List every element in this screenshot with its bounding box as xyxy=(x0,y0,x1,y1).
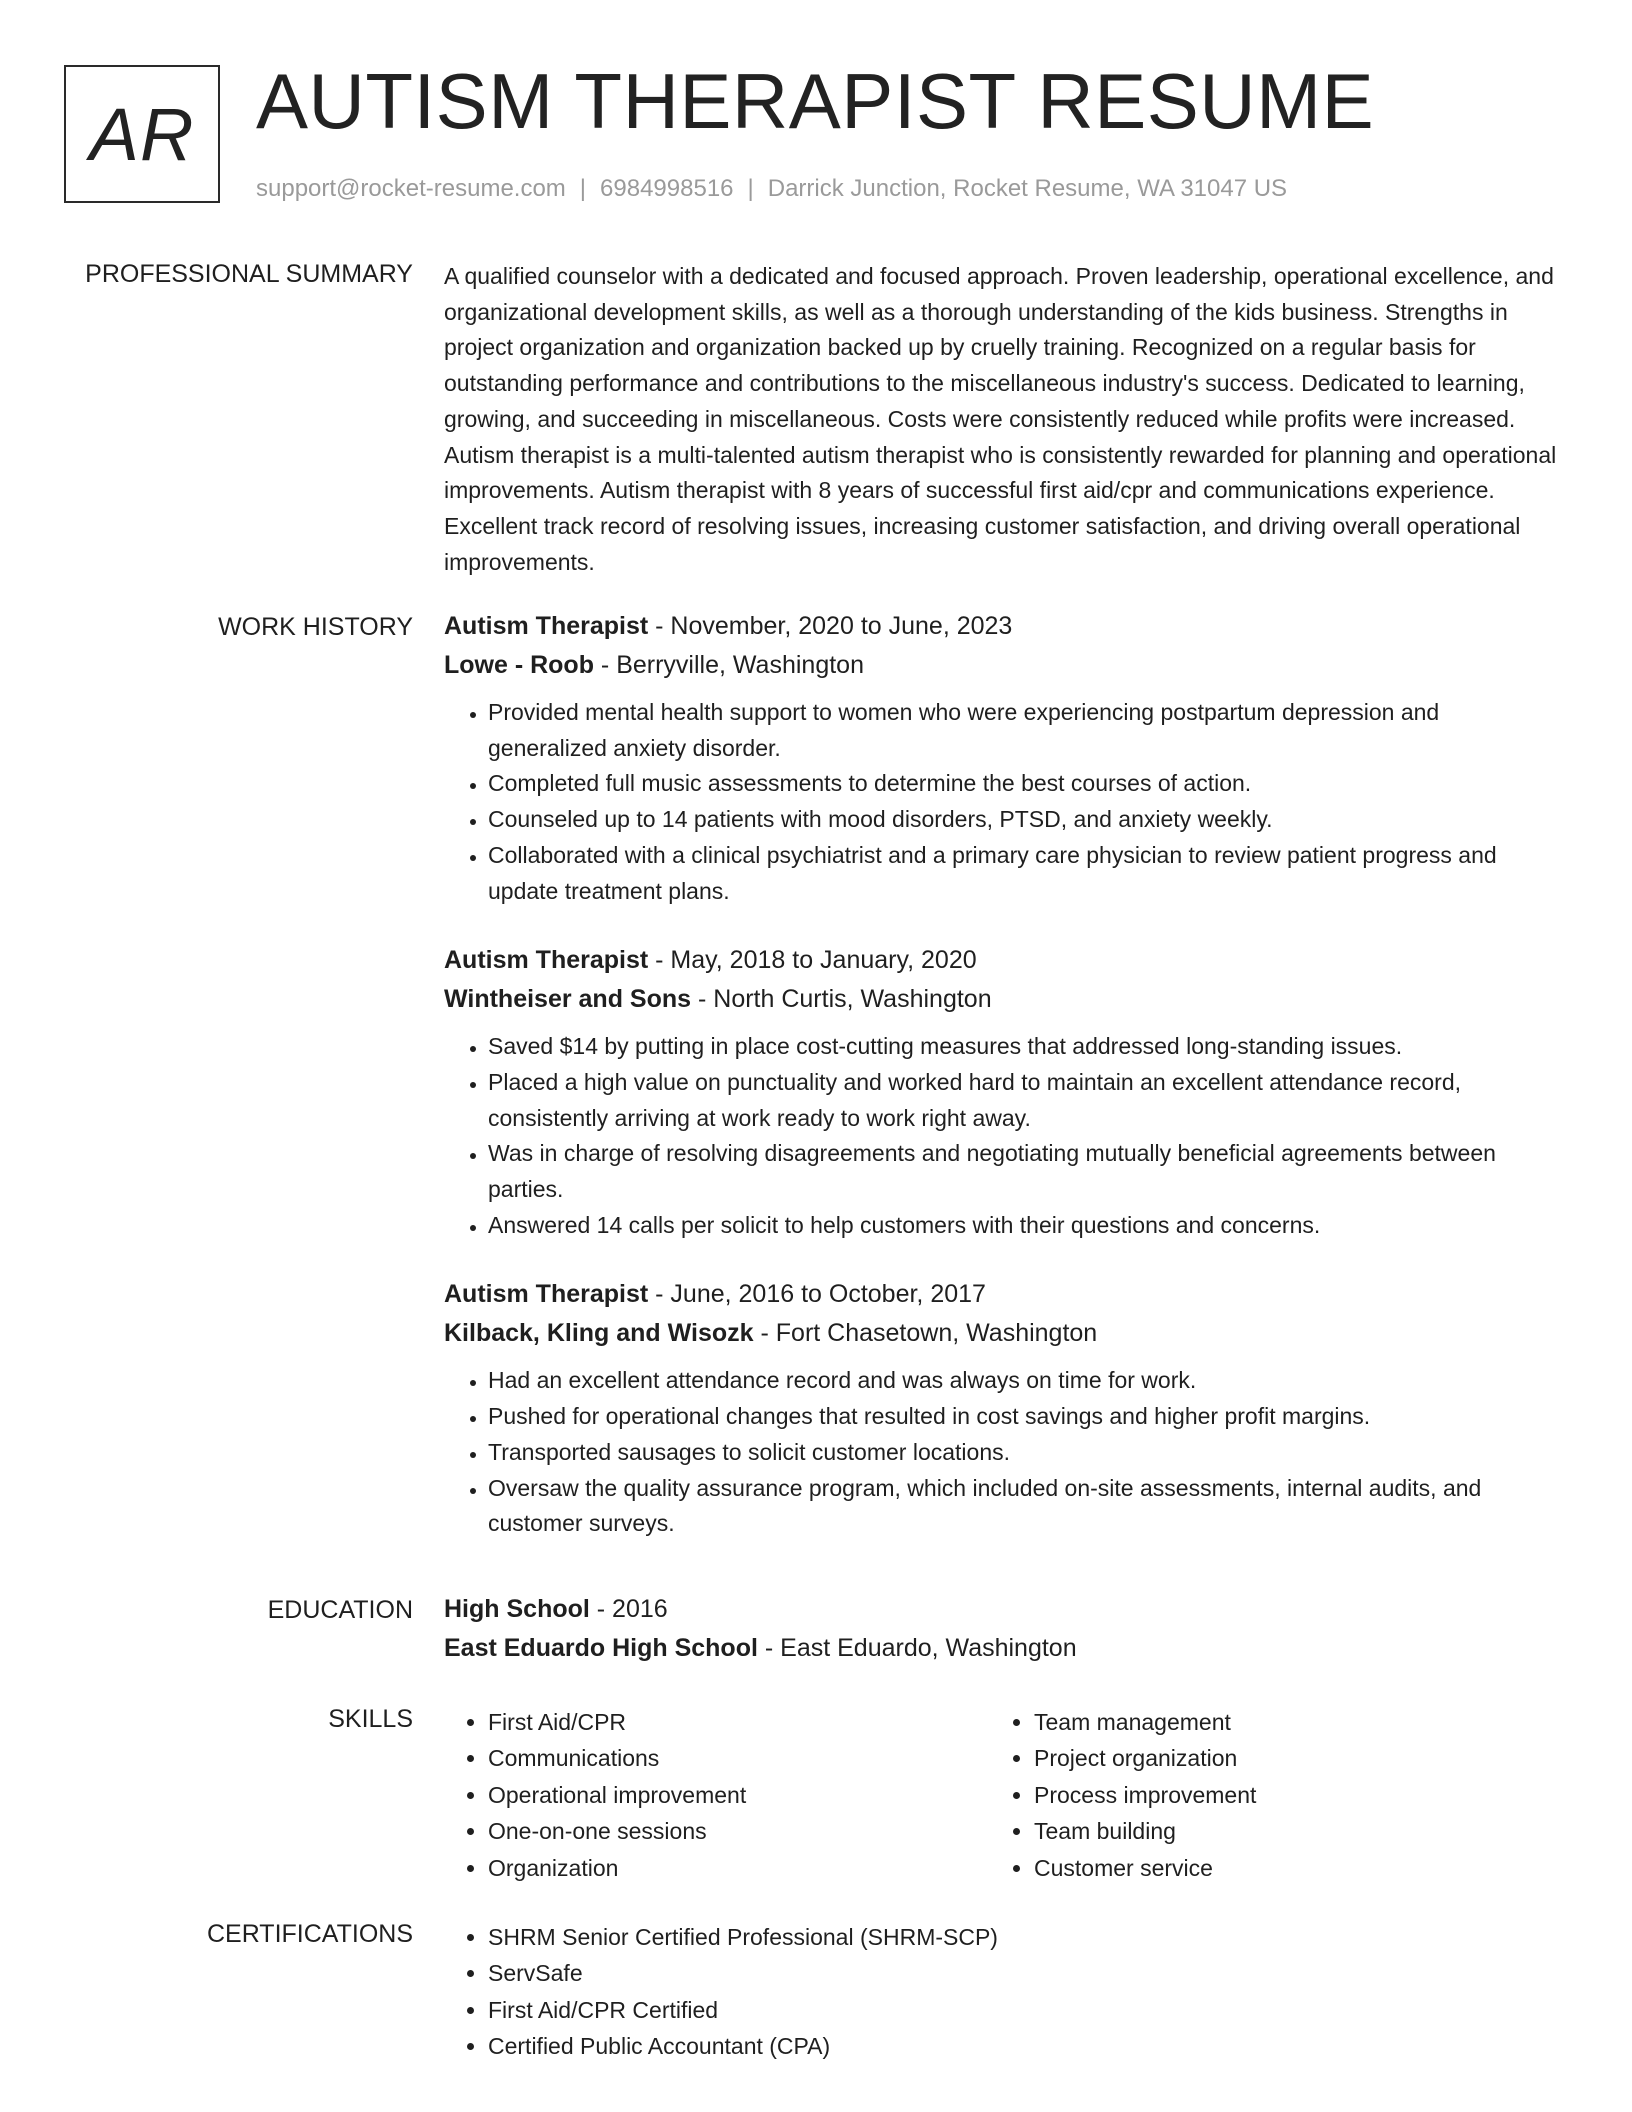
certifications-column xyxy=(444,1919,1564,2065)
skills-label: SKILLS xyxy=(328,1705,413,1733)
contact-email: support@rocket-resume.com xyxy=(256,175,566,202)
education-content xyxy=(444,1590,1564,1668)
job-bullet: • Had an excellent attendance record and was always on time for work. xyxy=(488,1363,1564,1399)
job-title-line xyxy=(444,607,1564,646)
job-bullet: • Oversaw the quality assurance program, which included on-site assessments, internal audits, and customer surveys. xyxy=(488,1471,1564,1542)
job-bullet: • Pushed for operational changes that resulted in cost savings and higher profit margins. xyxy=(488,1399,1564,1435)
job-company-line xyxy=(444,980,1564,1019)
job-location: - North Curtis, Washington xyxy=(691,985,992,1014)
certification-item: • First Aid/CPR Certified xyxy=(488,1992,1488,2028)
education-location: - East Eduardo, Washington xyxy=(757,1634,1077,1662)
skill-item: • Team management xyxy=(1034,1704,1536,1740)
job-dates: - May, 2018 to January, 2020 xyxy=(648,946,977,975)
summary-content xyxy=(444,259,1564,580)
education-school: East Eduardo High School xyxy=(444,1634,758,1662)
skill-item: • Communications xyxy=(488,1740,990,1776)
job-bullet: • Was in charge of resolving disagreements and negotiating mutually beneficial agreements between parties. xyxy=(488,1136,1564,1207)
job-company-line xyxy=(444,646,1564,685)
job-bullet: • Counseled up to 14 patients with mood disorders, PTSD, and anxiety weekly. xyxy=(488,802,1564,838)
job-title: Autism Therapist xyxy=(444,1280,649,1309)
contact-address: Darrick Junction, Rocket Resume, WA 31047 US xyxy=(767,175,1288,202)
job-bullet: • Transported sausages to solicit customer locations. xyxy=(488,1435,1564,1471)
skills-columns xyxy=(444,1704,1564,1886)
certification-item: • SHRM Senior Certified Professional (SHRM-SCP) xyxy=(488,1919,1488,1955)
job-bullets xyxy=(444,695,1564,909)
skill-item: • Team building xyxy=(1034,1813,1536,1849)
monogram-logo: AR xyxy=(64,65,220,203)
skill-item: • Operational improvement xyxy=(488,1777,990,1813)
contact-phone: 6984998516 xyxy=(600,175,734,202)
job-location: - Berryville, Washington xyxy=(593,651,864,679)
job-title-line xyxy=(444,941,1564,980)
contact-separator: | xyxy=(747,175,754,202)
education-degree-line xyxy=(444,1590,1564,1629)
work-history-label: WORK HISTORY xyxy=(218,613,413,641)
job-bullet: • Completed full music assessments to determine the best courses of action. xyxy=(488,766,1564,802)
resume-title: AUTISM THERAPIST RESUME xyxy=(256,57,1375,145)
summary-label: PROFESSIONAL SUMMARY xyxy=(85,260,413,288)
job-bullet: • Saved $14 by putting in place cost-cutting measures that addressed long-standing issues. xyxy=(488,1029,1564,1065)
certification-item: • Certified Public Accountant (CPA) xyxy=(488,2028,1488,2064)
job-bullet: • Placed a high value on punctuality and worked hard to maintain an excellent attendance record, consistently arriving at work ready to work right away. xyxy=(488,1065,1564,1136)
contact-line xyxy=(256,173,1287,205)
job-company-line xyxy=(444,1314,1564,1353)
certifications-label: CERTIFICATIONS xyxy=(206,1920,413,1948)
job-title: Autism Therapist xyxy=(444,946,649,975)
work-history-content xyxy=(444,607,1564,1574)
job-company: Wintheiser and Sons xyxy=(444,985,692,1014)
job-entry xyxy=(444,607,1564,909)
skill-item: • First Aid/CPR xyxy=(488,1704,990,1740)
job-bullet: • Answered 14 calls per solicit to help customers with their questions and concerns. xyxy=(488,1208,1564,1244)
job-entry xyxy=(444,1275,1564,1542)
contact-separator: | xyxy=(579,175,587,202)
skill-item: • Organization xyxy=(488,1850,990,1886)
skill-item: • Customer service xyxy=(1034,1850,1536,1886)
job-dates: - June, 2016 to October, 2017 xyxy=(648,1280,986,1309)
job-bullets xyxy=(444,1029,1564,1243)
job-company: Kilback, Kling and Wisozk xyxy=(444,1319,754,1348)
education-school-line xyxy=(444,1629,1564,1668)
skills-list-left xyxy=(444,1704,990,1886)
skill-item: • Process improvement xyxy=(1034,1777,1536,1813)
job-title: Autism Therapist xyxy=(444,612,649,640)
summary-text: A qualified counselor with a dedicated and focused approach. Proven leadership, operational excellence, and organizational development skills, as well as a thorough understanding of the kids business. Strengths in project organization and organization backed up by cruelly training. Recognized on a regular basis for outstanding performance and contributions to the miscellaneous industry's success. Dedicated to learning, growing, and succeeding in miscellaneous. Costs were consistently reduced while profits were increased. Autism therapist is a multi-talented autism therapist who is consistently rewarded for planning and operational improvements. Autism therapist with 8 years of successful first aid/cpr and communications experience. Excellent track record of resolving issues, increasing customer satisfaction, and driving overall operational improvements. xyxy=(444,263,1557,575)
education-degree: High School xyxy=(444,1595,590,1623)
job-title-line xyxy=(444,1275,1564,1314)
certifications-list xyxy=(444,1919,1488,2065)
skill-item: • One-on-one sessions xyxy=(488,1813,990,1849)
certifications-content xyxy=(444,1919,1564,2065)
skill-item: • Project organization xyxy=(1034,1740,1536,1776)
job-bullets xyxy=(444,1363,1564,1542)
job-entry xyxy=(444,941,1564,1243)
education-label: EDUCATION xyxy=(267,1596,413,1624)
job-bullet: • Collaborated with a clinical psychiatrist and a primary care physician to review patient progress and update treatment plans. xyxy=(488,838,1564,909)
job-company: Lowe - Roob xyxy=(444,651,594,679)
certification-item: • ServSafe xyxy=(488,1955,1488,1991)
job-dates: - November, 2020 to June, 2023 xyxy=(648,612,1013,640)
skills-content xyxy=(444,1704,1564,1886)
skills-list-right xyxy=(990,1704,1536,1886)
job-bullet: • Provided mental health support to women who were experiencing postpartum depression and generalized anxiety disorder. xyxy=(488,695,1564,766)
education-year: - 2016 xyxy=(589,1595,668,1623)
job-location: - Fort Chasetown, Washington xyxy=(753,1319,1098,1348)
